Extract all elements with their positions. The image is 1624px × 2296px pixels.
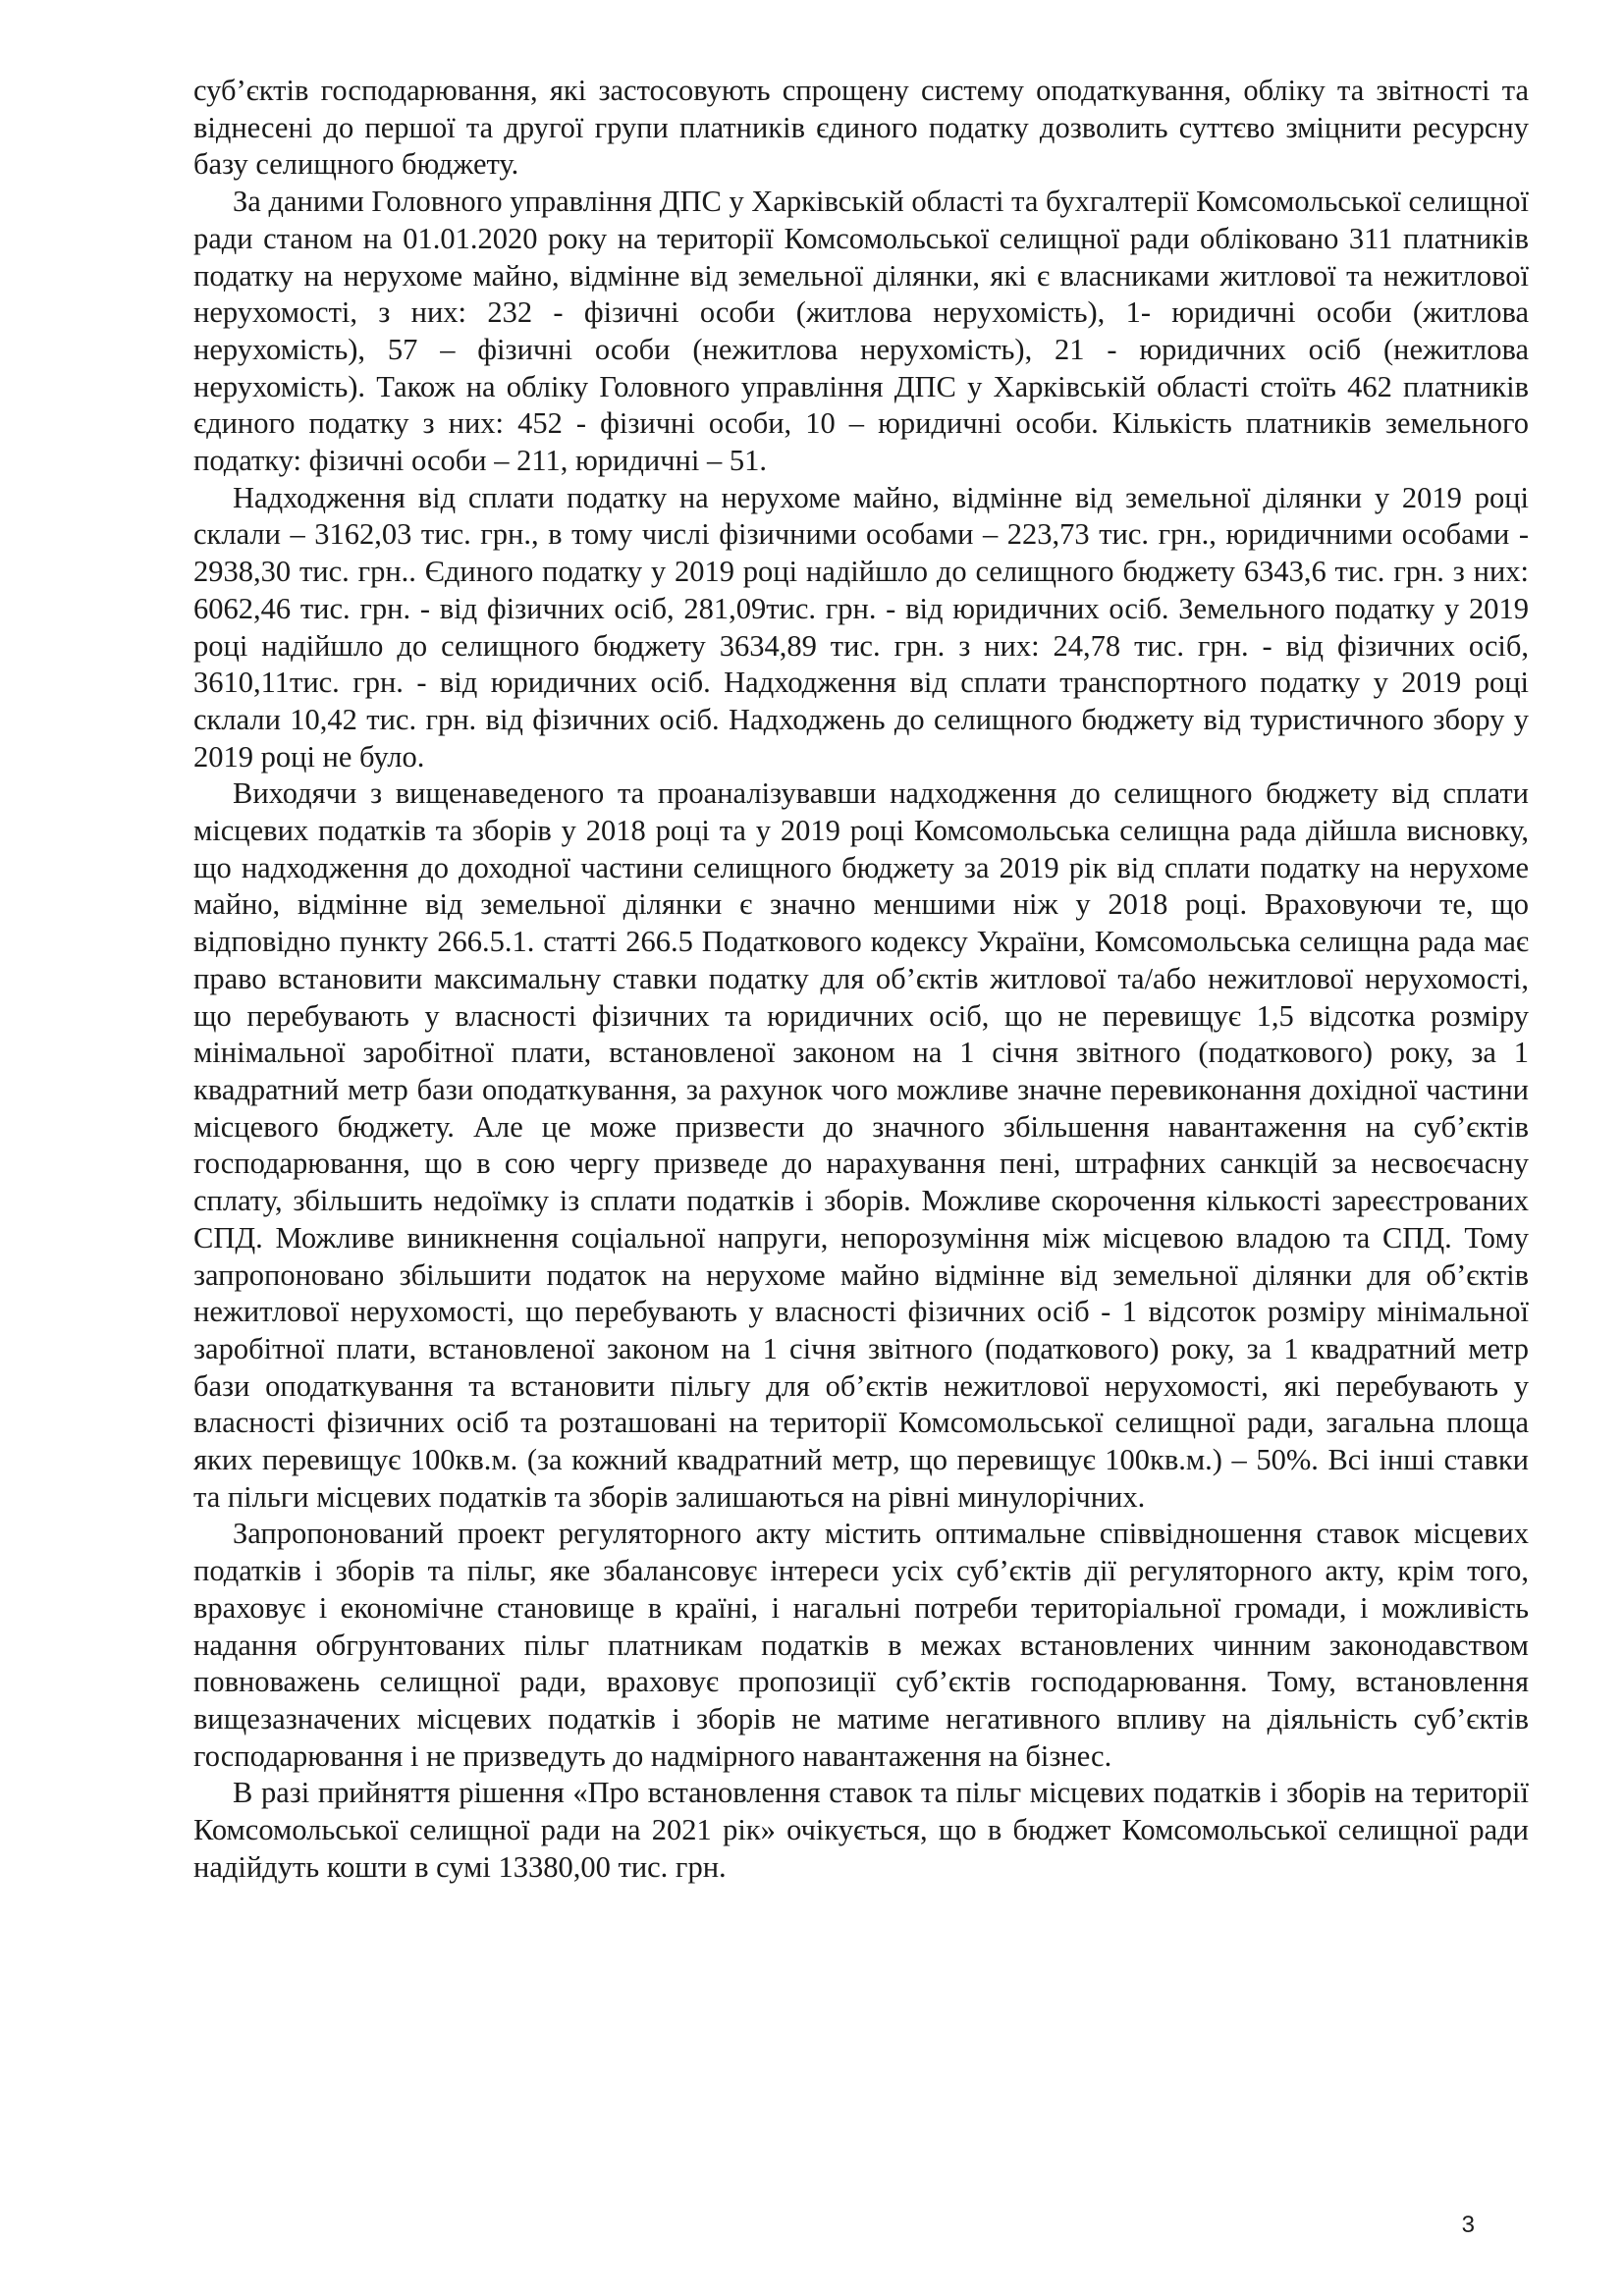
paragraph-regulatory-act: Запропонований проект регуляторного акту містить оптимальне співвідношення ставок місцевих податків і зборів та пільг, яке збалансовує інтереси усіх суб’єктів дії регуляторного акту, крім того, враховує і економічне становище в країні, і нагальні потреби територіальної громади, і можливість надання обгрунтованих пільг платникам податків в межах встановлених чинним законодавством повноважень селищної ради, враховує пропозиції суб’єктів господарювання. Тому, встановлення вищезазначених місцевих податків і зборів не матиме негативного впливу на діяльність суб’єктів господарювання і не призведуть до надмірного навантаження на бізнес.	[193, 1517, 1529, 1773]
paragraph-analysis-conclusion: Виходячи з вищенаведеного та проаналізувавши надходження до селищного бюджету від сплати місцевих податків та зборів у 2018 році та у 2019 році Комсомольська селищна рада дійшла висновку, що надходження до доходної частини селищного бюджету за 2019 рік від сплати податку на нерухоме майно, відмінне від земельної ділянки є значно меншими ніж у 2018 році. Враховуючи те, що відповідно пункту 266.5.1. статті 266.5 Податкового кодексу України, Комсомольська селищна рада має право встановити максимальну ставки податку для об’єктів житлової та/або нежитлової нерухомості, що перебувають у власності фізичних та юридичних осіб, що не перевищує 1,5 відсотка розміру мінімальної заробітної плати, встановленої законом на 1 січня звітного (податкового) року, за 1 квадратний метр бази оподаткування, за рахунок чого можливе значне перевиконання дохідної частини місцевого бюджету. Але це може призвести до значного збільшення навантаження на суб’єктів господарювання, що в сою чергу призведе до нарахування пені, штрафних санкцій за несвоєчасну сплату, збільшить недоїмку із сплати податків і зборів. Можливе скорочення кількості зареєстрованих СПД. Можливе виникнення соціальної напруги, непорозуміння між місцевою владою та СПД. Тому запропоновано збільшити податок на нерухоме майно відмінне від земельної ділянки для об’єктів нежитлової нерухомості, що перебувають у власності фізичних осіб - 1 відсоток розміру мінімальної заробітної плати, встановленої законом на 1 січня звітного (податкового) року, за 1 квадратний метр бази оподаткування та встановити пільгу для об’єктів нежитлової нерухомості, які перебувають у власності фізичних осіб та розташовані на території Комсомольської селищної ради, загальна площа яких перевищує 100кв.м. (за кожний квадратний метр, що перевищує 100кв.м.) – 50%. Всі інші ставки та пільги місцевих податків та зборів залишаються на рівні минулорічних.	[193, 776, 1529, 1514]
document-body	[193, 73, 1529, 1886]
paragraph-taxpayers-registry: За даними Головного управління ДПС у Харківській області та бухгалтерії Комсомольської селищної ради станом на 01.01.2020 року на території Комсомольської селищної ради обліковано 311 платників податку на нерухоме майно, відмінне від земельної ділянки, які є власниками житлової та нежитлової нерухомості, з них: 232 - фізичні особи (житлова нерухомість), 1- юридичні особи (житлова нерухомість), 57 – фізичні особи (нежитлова нерухомість), 21 - юридичних осіб (нежитлова нерухомість). Також на обліку Головного управління ДПС у Харківській області стоїть 462 платників єдиного податку з них: 452 - фізичні особи, 10 – юридичні особи. Кількість платників земельного податку: фізичні особи – 211, юридичні – 51.	[193, 185, 1529, 478]
paragraph-continuation: суб’єктів господарювання, які застосовують спрощену систему оподаткування, обліку та звітності та віднесені до першої та другої групи платників єдиного податку дозволить суттєво зміцнити ресурсну базу селищного бюджету.	[193, 74, 1529, 182]
paragraph-expected-revenue: В разі прийняття рішення «Про встановлення ставок та пільг місцевих податків і зборів на території Комсомольської селищної ради на 2021 рік» очікується, що в бюджет Комсомольської селищної ради надійдуть кошти в сумі 13380,00 тис. грн.	[193, 1776, 1529, 1884]
page-number: 3	[1461, 2212, 1475, 2238]
paragraph-revenue-2019: Надходження від сплати податку на нерухоме майно, відмінне від земельної ділянки у 2019 році склали – 3162,03 тис. грн., в тому числі фізичними особами – 223,73 тис. грн., юридичними особами - 2938,30 тис. грн.. Єдиного податку у 2019 році надійшло до селищного бюджету 6343,6 тис. грн. з них: 6062,46 тис. грн. - від фізичних осіб, 281,09тис. грн. - від юридичних осіб. Земельного податку у 2019 році надійшло до селищного бюджету 3634,89 тис. грн. з них: 24,78 тис. грн. - від фізичних осіб, 3610,11тис. грн. - від юридичних осіб. Надходження від сплати транспортного податку у 2019 році склали 10,42 тис. грн. від фізичних осіб. Надходжень до селищного бюджету від туристичного збору у 2019 році не було.	[193, 480, 1529, 774]
